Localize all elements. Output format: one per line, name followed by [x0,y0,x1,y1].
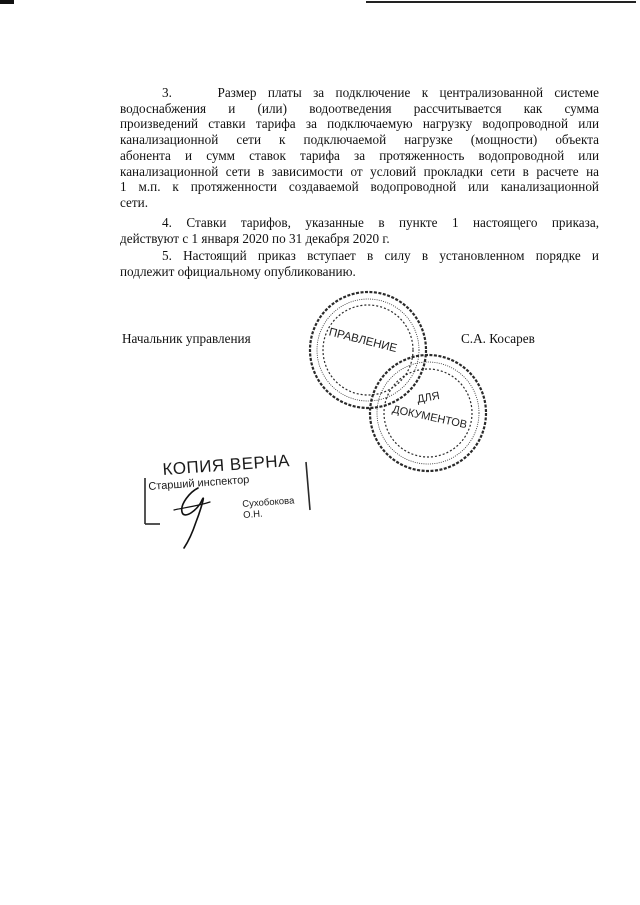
paragraph-4-line-1: 4. Ставки тарифов, указанные в пункте 1 настоящего приказа, [162,215,599,230]
paragraph-3-line-4: канализационной сети к подключаемой нагрузке (мощности) объекта [120,132,599,148]
scan-edge-line [366,1,636,3]
seal-2-center-text-b: ДОКУМЕНТОВ [391,403,469,432]
seal-1-ring-text [317,299,419,401]
paragraph-3-line-2: водоснабжения и (или) водоотведения рассчитывается как сумма [120,100,599,116]
copy-stamp-role: Старший инспектор [148,473,250,493]
paragraph-5-line-2: подлежит официальному опубликованию. [120,263,356,279]
copy-certified-stamp [140,451,315,536]
paragraph-4 [120,215,599,246]
paragraph-3-line-3: произведений ставки тарифа за подключаемую нагрузку водопроводной или [120,116,599,132]
paragraph-5 [120,248,599,279]
signatory-name: С.А. Косарев [461,331,535,346]
paragraph-4-line-2: действуют с 1 января 2020 по 31 декабря 2020 г. [120,230,390,246]
scan-edge-mark [0,0,14,4]
paragraph-3-line-7: 1 м.п. к протяженности создаваемой водопроводной или канализационной [120,179,599,195]
signatory-position: Начальник управления [122,331,251,346]
paragraph-3-line-5: абонента и сумм ставок тарифа за протяженность водопроводной или [120,147,599,163]
paragraph-3-line-6: канализационной сети в зависимости от условий прокладки сети в расчете на [120,163,599,179]
copy-stamp-name: Сухобокова О.Н. [242,495,295,521]
official-seal-stamps [300,285,500,485]
paragraph-3-line-1: 3. Размер платы за подключение к централизованной системе [162,85,599,100]
seal-2-center-text-a: ДЛЯ [416,389,441,406]
seal-1-inner-ring [323,305,413,395]
paragraph-5-line-1: 5. Настоящий приказ вступает в силу в установленном порядке и [162,248,599,263]
handwritten-signature [168,482,218,552]
copy-stamp-title: КОПИЯ ВЕРНА [162,451,291,479]
seal-1-outer-ring [310,292,426,408]
paragraph-3 [120,85,599,211]
seal-1-center-text: ПРАВЛЕНИЕ [327,326,399,355]
paragraph-3-line-8: сети. [120,194,148,210]
